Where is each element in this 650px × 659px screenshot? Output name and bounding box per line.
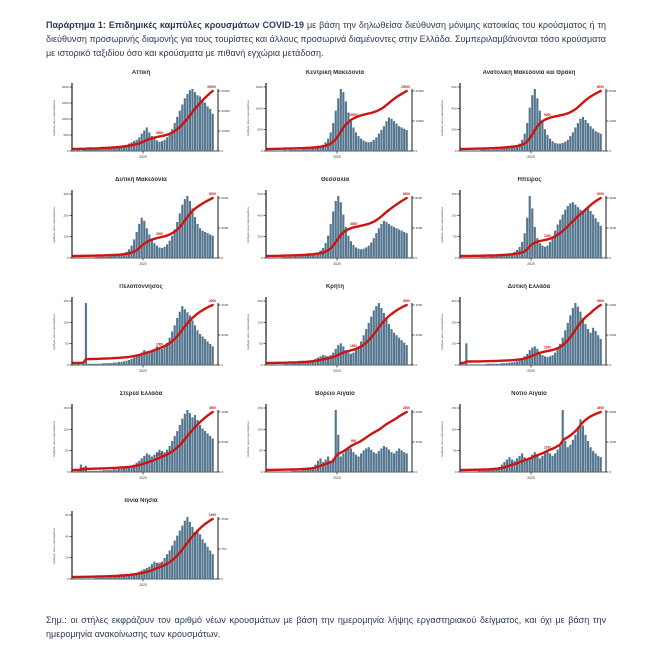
svg-text:Αριθμός νέων κρουσμάτων: Αριθμός νέων κρουσμάτων xyxy=(440,420,444,457)
svg-text:1500: 1500 xyxy=(155,342,164,347)
svg-text:2020: 2020 xyxy=(333,261,341,266)
chart-cell xyxy=(242,391,428,486)
chart-title: Ήπειρος xyxy=(516,176,542,183)
svg-text:1000: 1000 xyxy=(415,439,423,444)
svg-text:0: 0 xyxy=(415,148,418,153)
svg-text:0: 0 xyxy=(454,148,457,153)
chart-title: Κεντρική Μακεδονία xyxy=(305,69,365,76)
svg-text:100: 100 xyxy=(451,341,457,346)
svg-text:150: 150 xyxy=(257,405,263,410)
appendix-caption xyxy=(0,9,650,61)
svg-text:50: 50 xyxy=(65,341,69,346)
svg-text:10000: 10000 xyxy=(221,128,230,133)
svg-text:0: 0 xyxy=(221,469,224,474)
svg-text:400: 400 xyxy=(451,106,457,111)
svg-text:0: 0 xyxy=(66,469,69,474)
svg-text:8000: 8000 xyxy=(609,88,617,93)
svg-text:1500: 1500 xyxy=(208,512,216,517)
svg-text:2000: 2000 xyxy=(415,332,423,337)
chart-cell xyxy=(48,284,234,379)
svg-text:0: 0 xyxy=(221,362,224,367)
svg-text:8000: 8000 xyxy=(596,84,604,89)
svg-text:500: 500 xyxy=(257,127,263,132)
svg-text:50: 50 xyxy=(453,448,457,453)
svg-text:0: 0 xyxy=(609,148,612,153)
svg-text:100: 100 xyxy=(257,320,263,325)
svg-text:Αριθμός νέων κρουσμάτων: Αριθμός νέων κρουσμάτων xyxy=(246,206,250,243)
svg-text:8000: 8000 xyxy=(402,191,410,196)
svg-text:Αριθμός νέων κρουσμάτων: Αριθμός νέων κρουσμάτων xyxy=(52,420,56,457)
charts-grid xyxy=(48,70,650,593)
svg-text:50: 50 xyxy=(259,448,263,453)
svg-text:300: 300 xyxy=(63,191,69,196)
svg-text:4000: 4000 xyxy=(221,302,229,307)
svg-text:2000: 2000 xyxy=(221,332,229,337)
svg-text:5000: 5000 xyxy=(208,191,216,196)
chart-canvas xyxy=(48,77,234,165)
chart-title: Κρήτη xyxy=(325,283,345,290)
svg-text:400: 400 xyxy=(257,213,263,218)
chart-title: Πελοπόννησος xyxy=(119,283,163,290)
svg-text:0: 0 xyxy=(260,469,263,474)
chart-title: Νότιο Αιγαίο xyxy=(511,390,547,397)
svg-text:100: 100 xyxy=(451,427,457,432)
svg-text:600: 600 xyxy=(451,84,457,89)
svg-text:2020: 2020 xyxy=(333,475,341,480)
svg-text:Αριθμός νέων κρουσμάτων: Αριθμός νέων κρουσμάτων xyxy=(52,206,56,243)
svg-text:2020: 2020 xyxy=(527,261,535,266)
chart-canvas xyxy=(48,505,234,593)
chart-canvas xyxy=(48,291,234,379)
chart-cell xyxy=(436,391,622,486)
svg-text:0: 0 xyxy=(609,469,612,474)
svg-text:30000: 30000 xyxy=(221,88,230,93)
svg-text:100: 100 xyxy=(451,213,457,218)
svg-text:200: 200 xyxy=(63,213,69,218)
svg-text:100: 100 xyxy=(63,320,69,325)
svg-text:2000: 2000 xyxy=(609,332,617,337)
svg-text:0: 0 xyxy=(454,469,457,474)
chart-title: Δυτική Ελλάδα xyxy=(507,283,551,290)
svg-text:200: 200 xyxy=(451,127,457,132)
svg-text:2600: 2600 xyxy=(596,405,604,410)
chart-cell xyxy=(436,284,622,379)
svg-text:0: 0 xyxy=(609,362,612,367)
svg-text:1500: 1500 xyxy=(349,344,358,349)
svg-text:0: 0 xyxy=(415,362,418,367)
svg-text:4000: 4000 xyxy=(415,225,423,230)
chart-cell xyxy=(242,70,428,165)
svg-text:0: 0 xyxy=(415,255,418,260)
svg-text:2020: 2020 xyxy=(527,475,535,480)
svg-text:100: 100 xyxy=(257,427,263,432)
svg-text:4000: 4000 xyxy=(221,409,229,414)
chart-canvas xyxy=(436,291,622,379)
svg-text:150: 150 xyxy=(257,298,263,303)
chart-cell xyxy=(48,177,234,272)
svg-text:100: 100 xyxy=(63,234,69,239)
svg-text:15000: 15000 xyxy=(349,112,358,117)
svg-text:0: 0 xyxy=(66,362,69,367)
svg-text:0: 0 xyxy=(221,576,224,581)
svg-text:1500: 1500 xyxy=(221,516,229,521)
appendix-caption-text: με βάση την δηλωθείσα διεύθυνση μόνιμης κατοικίας του κρούσματος ή τη διεύθυνση προσωρινής διαμονής για τους τουρίστες και άλλους προσωρινά διαμένοντες στην Ελλάδα. Συμπεριλαμβάνονται τόσο κρούσματα με ιστορικό ταξιδίου όσο και κρούσματα με πιθανή εγχώρια μετάδοση. xyxy=(46,20,607,58)
svg-text:40: 40 xyxy=(65,534,69,539)
svg-text:1500: 1500 xyxy=(609,225,617,230)
svg-text:150: 150 xyxy=(451,191,457,196)
svg-text:150: 150 xyxy=(63,405,69,410)
svg-text:0: 0 xyxy=(66,576,69,581)
svg-text:1000: 1000 xyxy=(61,116,69,121)
appendix-caption-bold: Παράρτημα 1: Επιδημικές καμπύλες κρουσμάτων COVID-19 xyxy=(46,20,305,30)
chart-title: Στερεά Ελλάδα xyxy=(119,390,163,397)
svg-text:30000: 30000 xyxy=(207,84,216,89)
chart-title: Βόρειο Αιγαίο xyxy=(315,390,355,397)
svg-text:1200: 1200 xyxy=(543,233,552,238)
svg-text:2000: 2000 xyxy=(609,409,617,414)
chart-cell xyxy=(242,177,428,272)
svg-text:4000: 4000 xyxy=(609,302,617,307)
chart-canvas xyxy=(242,184,428,272)
svg-text:0: 0 xyxy=(454,362,457,367)
chart-title: Αττική xyxy=(131,69,151,76)
svg-text:0: 0 xyxy=(66,255,69,260)
chart-cell xyxy=(242,284,428,379)
chart-canvas xyxy=(436,398,622,486)
svg-text:2020: 2020 xyxy=(527,368,535,373)
chart-canvas xyxy=(242,398,428,486)
svg-text:Αριθμός νέων κρουσμάτων: Αριθμός νέων κρουσμάτων xyxy=(440,99,444,136)
chart-canvas xyxy=(242,291,428,379)
svg-text:Αριθμός νέων κρουσμάτων: Αριθμός νέων κρουσμάτων xyxy=(52,99,56,136)
chart-title: Ιόνια Νησιά xyxy=(124,497,158,504)
chart-cell xyxy=(436,70,622,165)
footnote-text: Σημ.: οι στήλες εκφράζουν τον αριθμό νέων κρουσμάτων με βάση την ημερομηνία λήψης εργαστηριακού δείγματος, και όχι με βάση την ημερομηνία ανακοίνωσης των κρουσμάτων. xyxy=(46,614,606,639)
svg-text:1500: 1500 xyxy=(155,452,164,457)
chart-canvas xyxy=(436,184,622,272)
chart-canvas xyxy=(48,398,234,486)
svg-text:9000: 9000 xyxy=(155,130,164,135)
svg-text:100: 100 xyxy=(63,427,69,432)
svg-text:Αριθμός νέων κρουσμάτων: Αριθμός νέων κρουσμάτων xyxy=(52,313,56,350)
svg-text:4500: 4500 xyxy=(208,405,216,410)
svg-text:500: 500 xyxy=(63,132,69,137)
svg-text:2020: 2020 xyxy=(333,368,341,373)
svg-text:10000: 10000 xyxy=(415,118,424,123)
svg-text:1000: 1000 xyxy=(609,439,617,444)
svg-text:200: 200 xyxy=(257,234,263,239)
svg-text:0: 0 xyxy=(260,255,263,260)
svg-text:60: 60 xyxy=(65,512,69,517)
svg-text:0: 0 xyxy=(260,362,263,367)
svg-text:50: 50 xyxy=(259,341,263,346)
chart-title: Ανατολική Μακεδονία και Θράκη xyxy=(482,69,576,76)
chart-title: Θεσσαλία xyxy=(320,176,350,183)
svg-text:50: 50 xyxy=(453,234,457,239)
svg-text:2020: 2020 xyxy=(333,154,341,159)
svg-text:0: 0 xyxy=(415,469,418,474)
svg-text:1500: 1500 xyxy=(255,84,263,89)
svg-text:3000: 3000 xyxy=(609,195,617,200)
svg-text:1200: 1200 xyxy=(543,345,552,350)
svg-text:3000: 3000 xyxy=(596,191,604,196)
svg-text:150: 150 xyxy=(451,405,457,410)
svg-text:2020: 2020 xyxy=(139,475,147,480)
svg-text:4000: 4000 xyxy=(596,298,604,303)
svg-text:900: 900 xyxy=(350,439,357,444)
svg-text:750: 750 xyxy=(221,546,227,551)
svg-text:20000: 20000 xyxy=(415,88,424,93)
svg-text:1500: 1500 xyxy=(61,100,69,105)
svg-text:0: 0 xyxy=(260,148,263,153)
svg-text:2000: 2000 xyxy=(402,405,410,410)
chart-canvas xyxy=(242,77,428,165)
chart-cell xyxy=(48,70,234,165)
svg-text:1000: 1000 xyxy=(255,106,263,111)
svg-text:400: 400 xyxy=(156,561,163,566)
svg-text:1100: 1100 xyxy=(544,445,551,450)
svg-text:5000: 5000 xyxy=(543,112,552,117)
svg-text:50: 50 xyxy=(65,448,69,453)
svg-text:0: 0 xyxy=(221,255,224,260)
svg-text:0: 0 xyxy=(454,255,457,260)
svg-text:2000: 2000 xyxy=(415,409,423,414)
chart-cell xyxy=(48,498,234,593)
svg-text:2020: 2020 xyxy=(139,154,147,159)
svg-text:200: 200 xyxy=(451,320,457,325)
svg-text:2000: 2000 xyxy=(221,439,229,444)
svg-text:Αριθμός νέων κρουσμάτων: Αριθμός νέων κρουσμάτων xyxy=(246,313,250,350)
svg-text:150: 150 xyxy=(63,298,69,303)
svg-text:2020: 2020 xyxy=(139,368,147,373)
svg-text:Αριθμός νέων κρουσμάτων: Αριθμός νέων κρουσμάτων xyxy=(52,527,56,564)
svg-text:2020: 2020 xyxy=(139,582,147,587)
svg-text:0: 0 xyxy=(221,148,224,153)
svg-text:0: 0 xyxy=(609,255,612,260)
svg-text:0: 0 xyxy=(66,148,69,153)
svg-text:20: 20 xyxy=(65,555,69,560)
chart-canvas xyxy=(436,77,622,165)
svg-text:25000: 25000 xyxy=(401,84,410,89)
svg-text:2000: 2000 xyxy=(155,231,164,236)
svg-text:Αριθμός νέων κρουσμάτων: Αριθμός νέων κρουσμάτων xyxy=(440,206,444,243)
svg-text:300: 300 xyxy=(451,298,457,303)
svg-text:2000: 2000 xyxy=(221,225,229,230)
chart-title: Δυτική Μακεδονία xyxy=(115,176,167,183)
svg-text:4000: 4000 xyxy=(208,298,216,303)
svg-text:Αριθμός νέων κρουσμάτων: Αριθμός νέων κρουσμάτων xyxy=(246,420,250,457)
svg-text:600: 600 xyxy=(257,191,263,196)
chart-cell xyxy=(48,391,234,486)
svg-text:4000: 4000 xyxy=(349,221,358,226)
svg-text:Αριθμός νέων κρουσμάτων: Αριθμός νέων κρουσμάτων xyxy=(246,99,250,136)
svg-text:4500: 4500 xyxy=(402,298,410,303)
chart-cell xyxy=(436,177,622,272)
svg-text:8000: 8000 xyxy=(415,195,423,200)
svg-text:2020: 2020 xyxy=(139,261,147,266)
svg-text:Αριθμός νέων κρουσμάτων: Αριθμός νέων κρουσμάτων xyxy=(440,313,444,350)
svg-text:4000: 4000 xyxy=(609,118,617,123)
svg-text:2020: 2020 xyxy=(527,154,535,159)
svg-text:4000: 4000 xyxy=(221,195,229,200)
svg-text:2000: 2000 xyxy=(61,84,69,89)
chart-canvas xyxy=(48,184,234,272)
svg-text:4000: 4000 xyxy=(415,302,423,307)
svg-text:20000: 20000 xyxy=(221,108,230,113)
